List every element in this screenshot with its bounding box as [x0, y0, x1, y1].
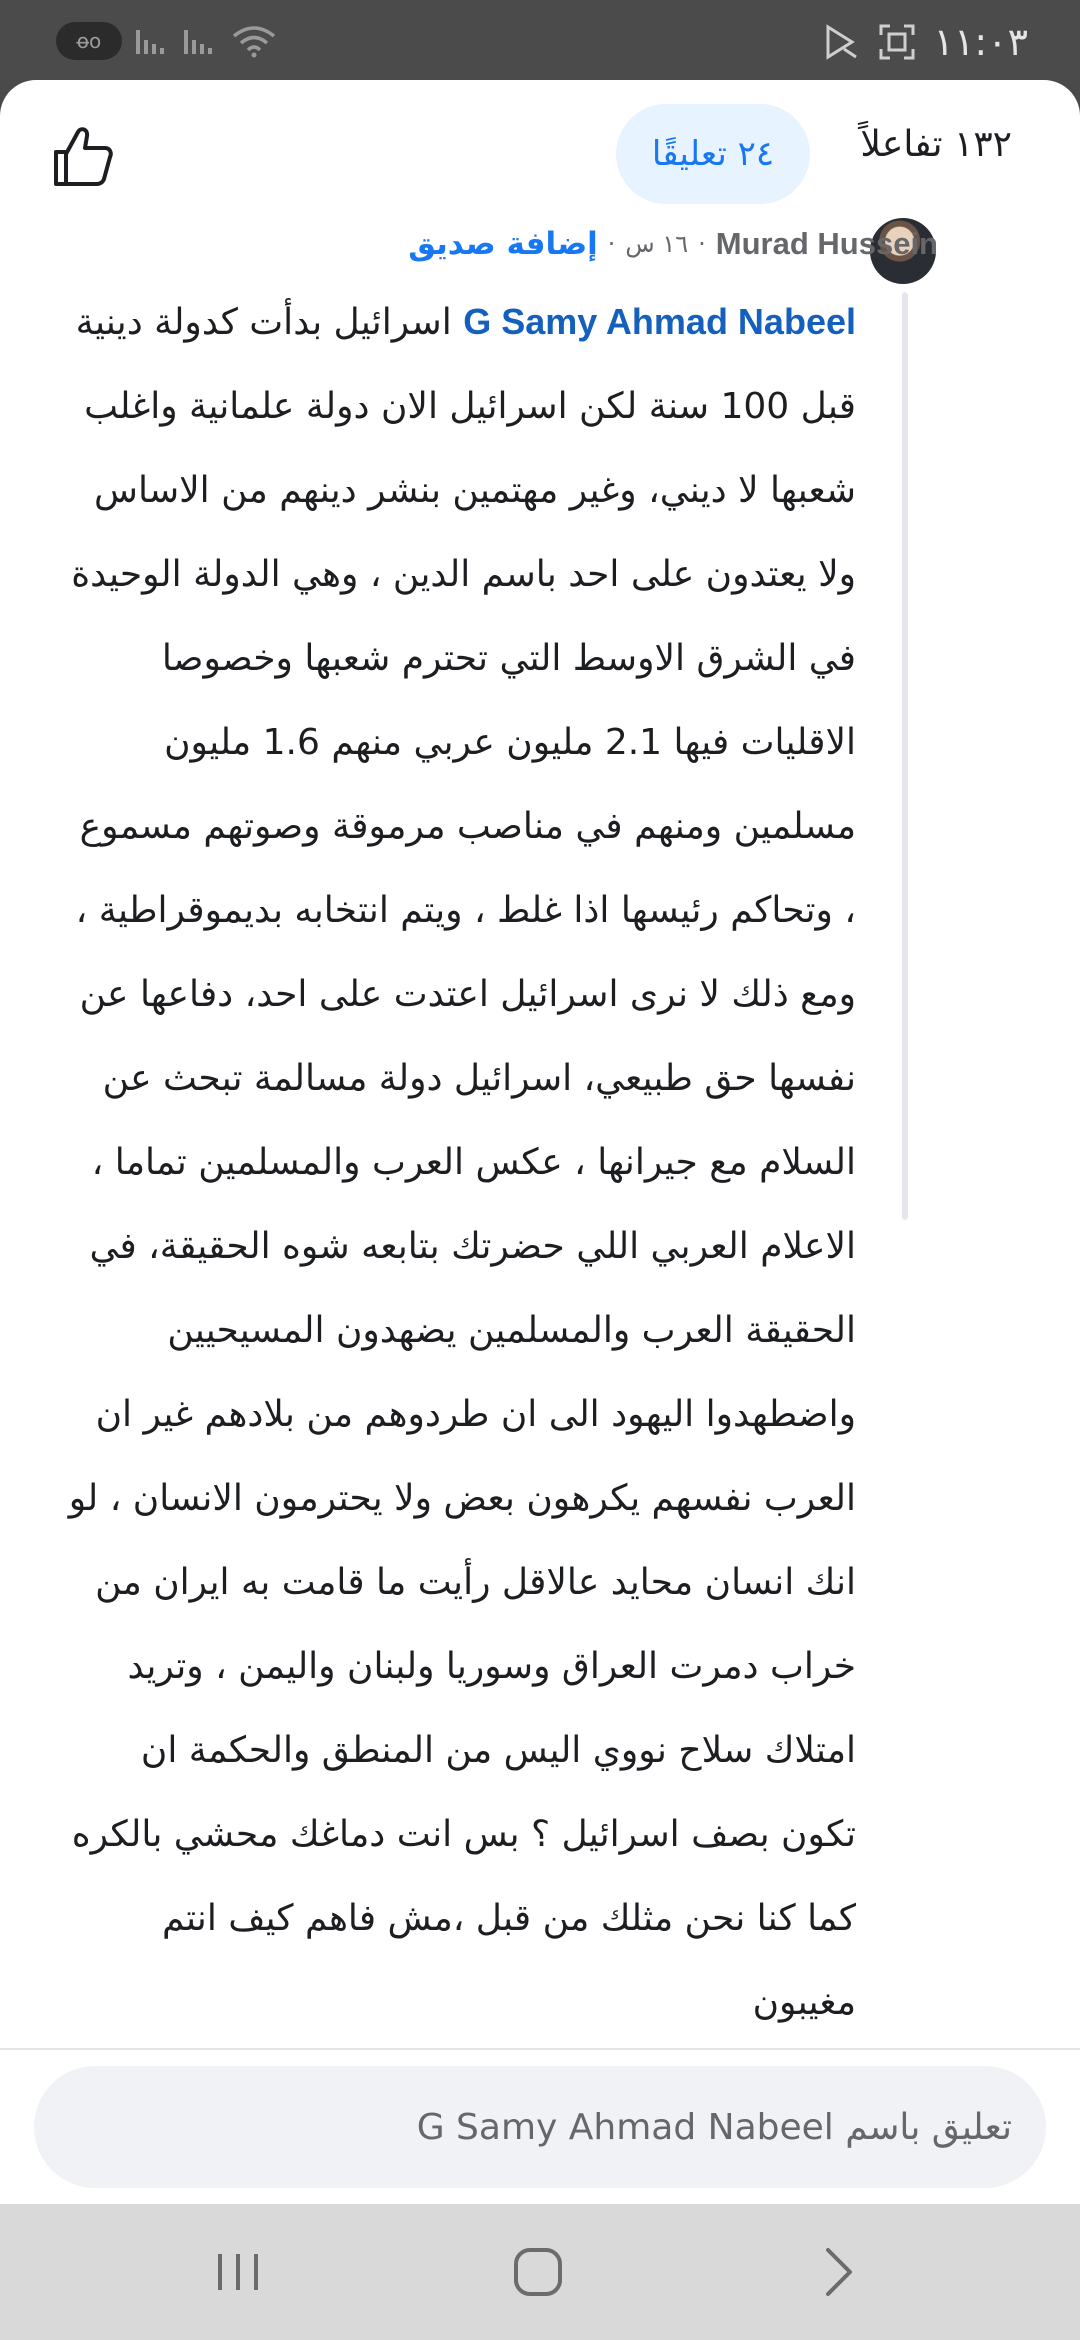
vowifi-icon: ᴏ̶ᴏ	[56, 22, 122, 60]
comment-author[interactable]: Murad Hussein	[715, 226, 938, 261]
comments-sheet	[0, 80, 1080, 2204]
back-icon[interactable]	[808, 2242, 868, 2302]
mention-link[interactable]: G Samy Ahmad Nabeel	[463, 301, 856, 342]
reactions-count[interactable]: ١٣٢ تفاعلاً	[860, 124, 1012, 165]
meta-separator: ·	[698, 230, 706, 258]
comment-body	[66, 280, 856, 2045]
status-bar	[0, 0, 1080, 80]
clock: ١١:٠٣	[933, 20, 1028, 64]
meta-separator-2: ·	[607, 230, 616, 258]
add-friend-button[interactable]: إضافة صديق	[408, 226, 598, 262]
navigation-bar	[0, 2204, 1080, 2340]
thread-line	[902, 292, 908, 1220]
screenshot-icon	[878, 23, 916, 61]
comment-meta	[408, 222, 938, 266]
comments-count-tab[interactable]: ٢٤ تعليقًا	[616, 104, 810, 204]
comment-input[interactable]	[34, 2066, 1046, 2188]
signal-icon-2	[184, 26, 218, 56]
sheet-header	[0, 80, 1080, 216]
media-output-icon	[822, 23, 860, 61]
status-icons-right	[822, 14, 1028, 70]
comment-text: اسرائيل بدأت كدولة دينية قبل 100 سنة لكن اسرائيل الان دولة علمانية واغلب شعبها لا ديني، وغير مهتمين بنشر دينهم من الاساس ولا يعتدون على احد باسم الدين ، وهي الدولة الوحيدة في الشرق الاوسط التي تحترم شعبها وخصوصا الاقليات فيها 2.1 مليون عربي منهم 1.6 مليون مسلمين ومنهم في مناصب مرموقة وصوتهم مسموع ، وتحاكم رئيسها اذا غلط ، ويتم انتخابه بديموقراطية ، ومع ذلك لا نرى اسرائيل اعتدت على احد، دفاعها عن نفسها حق طبيعي، اسرائيل دولة مسالمة تبحث عن السلام مع جيرانها ، عكس العرب والمسلمين تماما ، الاعلام العربي اللي حضرتك بتابعه شوه الحقيقة، في الحقيقة العرب والمسلمين يضهدون المسيحيين واضطهدوا اليهود الى ان طردوهم من بلادهم غير ان العرب نفسهم يكرهون بعض ولا يحترمون الانسان ، لو انك انسان محايد عالاقل رأيت ما قامت به ايران من خراب دمرت العراق وسوريا ولبنان واليمن ، وتريد امتلاك سلاح نووي اليس من المنطق والحكمة ان تكون بصف اسرائيل ؟ بس انت دماغك محشي بالكره كما كنا نحن مثلك من قبل ،مش فاهم كيف انتم مغيبون	[68, 302, 856, 2023]
recent-apps-icon[interactable]	[208, 2242, 268, 2302]
signal-icon	[136, 26, 170, 56]
home-icon[interactable]	[508, 2242, 568, 2302]
input-divider	[0, 2048, 1080, 2050]
like-button[interactable]	[50, 124, 116, 190]
status-icons-left	[56, 20, 276, 62]
comment-time: ١٦ س	[625, 230, 689, 258]
wifi-icon	[232, 24, 276, 58]
